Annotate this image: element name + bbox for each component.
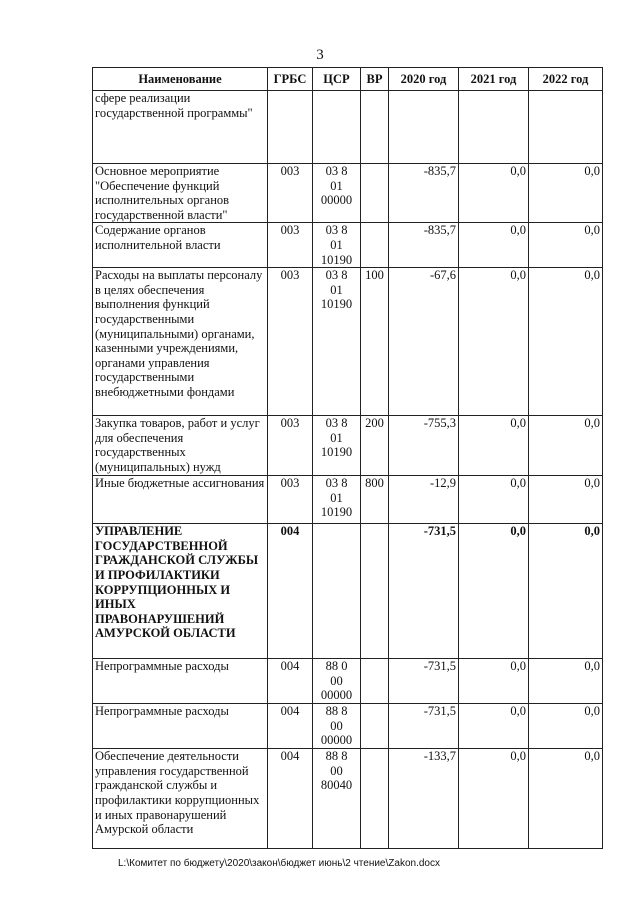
cell-name: Обеспечение деятельности управления государственной гражданской службы и профилактики коррупционных и иных правонарушений Амурской области xyxy=(93,749,268,849)
header-vr: ВР xyxy=(361,68,389,91)
cell-y2022: 0,0 xyxy=(529,223,603,268)
cell-y2020: -731,5 xyxy=(389,659,459,704)
table-row xyxy=(93,91,603,164)
table-header-row xyxy=(93,68,603,91)
table-row xyxy=(93,659,603,704)
cell-y2022: 0,0 xyxy=(529,268,603,416)
cell-y2022 xyxy=(529,91,603,164)
cell-y2021: 0,0 xyxy=(459,659,529,704)
cell-y2021: 0,0 xyxy=(459,749,529,849)
file-path-footer: L:\Комитет по бюджету\2020\закон\бюджет июнь\2 чтение\Zakon.docx xyxy=(118,858,440,869)
cell-grbs: 003 xyxy=(268,416,313,476)
cell-y2020: -835,7 xyxy=(389,164,459,223)
cell-name: сфере реализации государственной программы" xyxy=(93,91,268,164)
cell-vr xyxy=(361,91,389,164)
cell-y2020: -731,5 xyxy=(389,524,459,659)
cell-y2021 xyxy=(459,91,529,164)
cell-grbs: 004 xyxy=(268,749,313,849)
cell-name: Основное мероприятие "Обеспечение функций исполнительных органов государственной власти" xyxy=(93,164,268,223)
cell-y2020: -12,9 xyxy=(389,476,459,524)
cell-y2021: 0,0 xyxy=(459,268,529,416)
cell-csr: 03 8 01 10190 xyxy=(313,223,361,268)
header-csr: ЦСР xyxy=(313,68,361,91)
cell-csr: 03 8 01 10190 xyxy=(313,268,361,416)
cell-vr: 800 xyxy=(361,476,389,524)
cell-y2021: 0,0 xyxy=(459,524,529,659)
cell-y2021: 0,0 xyxy=(459,704,529,749)
cell-y2021: 0,0 xyxy=(459,476,529,524)
cell-y2020 xyxy=(389,91,459,164)
cell-csr: 88 8 00 80040 xyxy=(313,749,361,849)
header-2022: 2022 год xyxy=(529,68,603,91)
cell-y2020: -835,7 xyxy=(389,223,459,268)
cell-vr xyxy=(361,164,389,223)
header-2020: 2020 год xyxy=(389,68,459,91)
table-row xyxy=(93,704,603,749)
cell-grbs: 003 xyxy=(268,268,313,416)
cell-y2022: 0,0 xyxy=(529,659,603,704)
cell-y2020: -67,6 xyxy=(389,268,459,416)
table-row xyxy=(93,749,603,849)
cell-grbs: 003 xyxy=(268,223,313,268)
cell-vr xyxy=(361,704,389,749)
header-grbs: ГРБС xyxy=(268,68,313,91)
cell-name: Закупка товаров, работ и услуг для обеспечения государственных (муниципальных) нужд xyxy=(93,416,268,476)
page-number: 3 xyxy=(316,47,324,63)
cell-y2022: 0,0 xyxy=(529,416,603,476)
table-row xyxy=(93,164,603,223)
header-name: Наименование xyxy=(93,68,268,91)
cell-y2022: 0,0 xyxy=(529,164,603,223)
cell-vr xyxy=(361,659,389,704)
cell-csr: 88 0 00 00000 xyxy=(313,659,361,704)
cell-y2022: 0,0 xyxy=(529,704,603,749)
header-2021: 2021 год xyxy=(459,68,529,91)
cell-csr xyxy=(313,91,361,164)
table-row xyxy=(93,268,603,416)
cell-csr: 03 8 01 00000 xyxy=(313,164,361,223)
cell-csr: 03 8 01 10190 xyxy=(313,416,361,476)
table-row xyxy=(93,223,603,268)
cell-grbs: 003 xyxy=(268,476,313,524)
cell-grbs: 004 xyxy=(268,659,313,704)
budget-table xyxy=(92,67,603,849)
cell-y2020: -133,7 xyxy=(389,749,459,849)
cell-y2022: 0,0 xyxy=(529,524,603,659)
cell-name: УПРАВЛЕНИЕ ГОСУДАРСТВЕННОЙ ГРАЖДАНСКОЙ СЛУЖБЫ И ПРОФИЛАКТИКИ КОРРУПЦИОННЫХ И ИНЫХ ПРАВОНАРУШЕНИЙ АМУРСКОЙ ОБЛАСТИ xyxy=(93,524,268,659)
cell-y2021: 0,0 xyxy=(459,223,529,268)
cell-grbs: 003 xyxy=(268,164,313,223)
cell-y2021: 0,0 xyxy=(459,416,529,476)
cell-csr xyxy=(313,524,361,659)
cell-grbs xyxy=(268,91,313,164)
cell-csr: 88 8 00 00000 xyxy=(313,704,361,749)
cell-grbs: 004 xyxy=(268,704,313,749)
table-row xyxy=(93,524,603,659)
cell-y2021: 0,0 xyxy=(459,164,529,223)
cell-vr xyxy=(361,749,389,849)
cell-name: Содержание органов исполнительной власти xyxy=(93,223,268,268)
cell-vr xyxy=(361,524,389,659)
cell-csr: 03 8 01 10190 xyxy=(313,476,361,524)
table-row xyxy=(93,416,603,476)
cell-name: Непрограммные расходы xyxy=(93,659,268,704)
cell-y2022: 0,0 xyxy=(529,476,603,524)
cell-vr: 200 xyxy=(361,416,389,476)
cell-y2020: -731,5 xyxy=(389,704,459,749)
cell-name: Расходы на выплаты персоналу в целях обеспечения выполнения функций государственными (муниципальными) органами, казенными учреждениями, органами управления государственными внебюджетными фондами xyxy=(93,268,268,416)
cell-name: Непрограммные расходы xyxy=(93,704,268,749)
table-row xyxy=(93,476,603,524)
cell-vr: 100 xyxy=(361,268,389,416)
cell-grbs: 004 xyxy=(268,524,313,659)
cell-vr xyxy=(361,223,389,268)
cell-y2020: -755,3 xyxy=(389,416,459,476)
cell-y2022: 0,0 xyxy=(529,749,603,849)
cell-name: Иные бюджетные ассигнования xyxy=(93,476,268,524)
